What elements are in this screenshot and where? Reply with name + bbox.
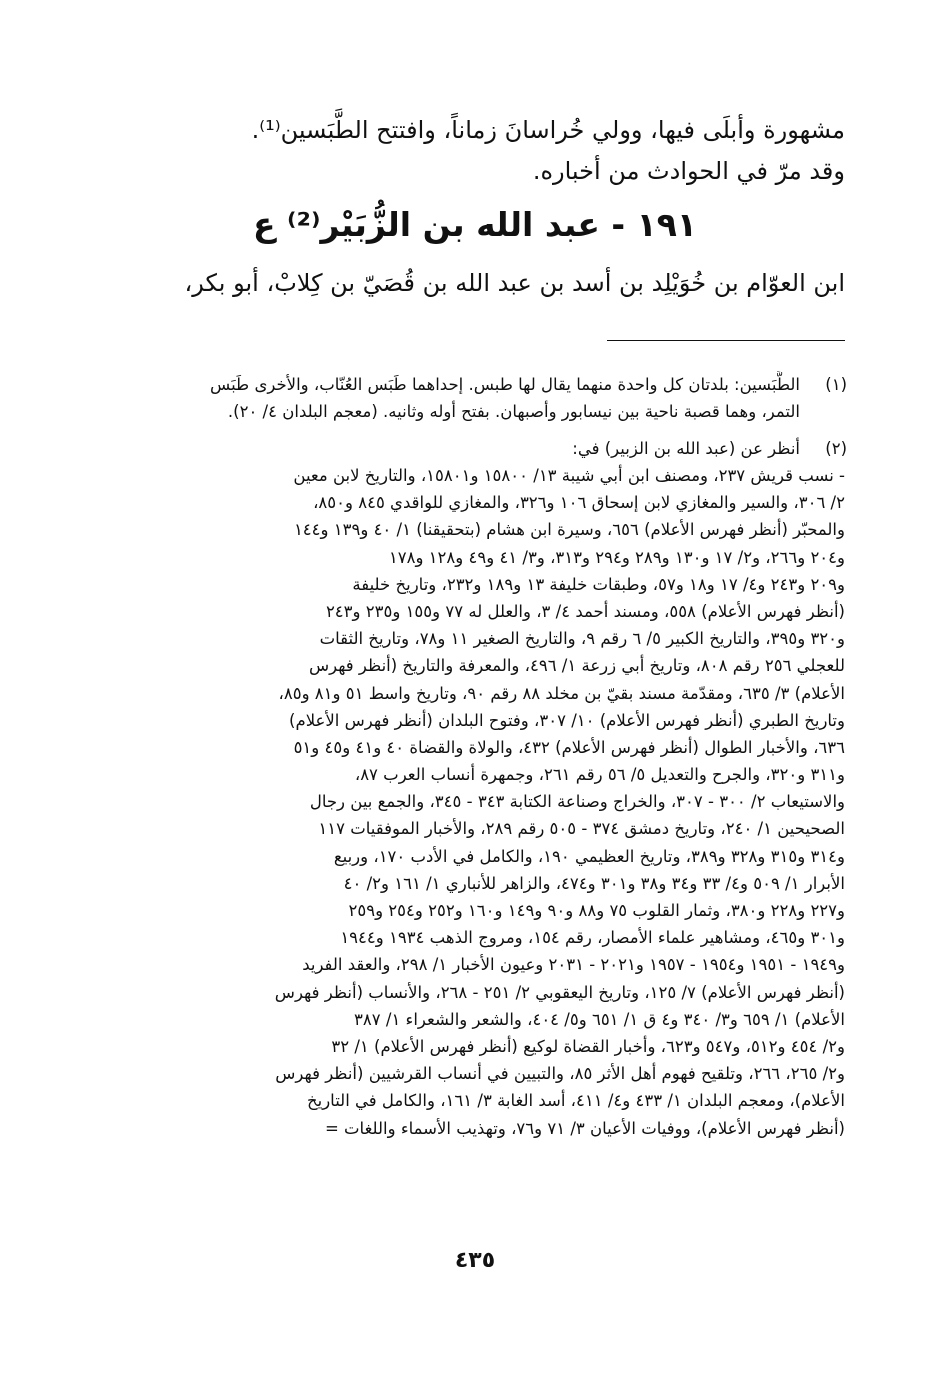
footnote-2-line: و١٩٤٩ - ١٩٥١ و١٩٥٤ - ١٩٥٧ و٢٠٢١ - ٢٠٣١ وعيون الأخبار ١/ ٢٩٨، والعقد الفريد [302, 955, 845, 975]
footnote-2-line: للعجلي ٢٥٦ رقم ٨٠٨، وتاريخ أبي زرعة ١/ ٤٩٦، والمعرفة والتاريخ (أنظر فهرس [308, 656, 845, 676]
footnote-2-line: و٢٠٤ و٢٦٦، و٢/ ١٧ و١٣٠ و٢٨٩ و٢٩٤ و٣١٣، و٣/ ٤١ و٤٩ و١٢٨ و١٧٨ [388, 547, 845, 567]
footnote-2-line: و٣١١ و٣٢٠، والجرح والتعديل ٥/ ٥٦ رقم ٢٦١، وجمهرة أنساب العرب ٨٧، [354, 765, 845, 785]
footnote-2-number: (٢) [825, 439, 847, 458]
footnote-2-line: و٢/ ٤٥٤ و٥١٢، و٥٤٧ و٦٢٣، وأخبار القضاة لوكيع (أنظر فهرس الأعلام) ١/ ٣٢ [331, 1036, 845, 1056]
footnote-2-line: الأبرار ١/ ٥٠٩ و٤/ ٣٣ و٣٤ و٣٨ و٣٠١ و٤٧٤، والزاهر للأنباري ١/ ١٦١ و٢/ ٤٠ [343, 873, 845, 893]
footnote-2-line: والمحبّر (أنظر فهرس الأعلام) ٦٥٦، وسيرة ابن هشام (بتحقيقنا) ١/ ٤٠ و١٣٩ و١٤٤ [293, 520, 845, 540]
entry-heading: ١٩١ - عبد الله بن الزُّبَيْر⁽²⁾ ع [252, 205, 698, 244]
footnote-1-number: (١) [825, 375, 847, 394]
footnote-2-line: و٢٠٩ و٢٤٣ و٤/ ١٧ و١٨ و٥٧، وطبقات خليفة ١٣ و١٨٩ و٢٣٢، وتاريخ خليفة [352, 574, 845, 594]
footnote-2-line: ٦٣٦، والأخبار الطوال (أنظر فهرس الأعلام) ٤٣٢، والولاة والقضاة ٤٠ و٤١ و٤٥ و٥١ [293, 737, 845, 757]
footnote-2-line: و٣١٤ و٣١٥ و٣٢٨ و٣٨٩، وتاريخ العظيمي ١٩٠، والكامل في الأدب ١٧٠، وربيع [333, 846, 845, 866]
footnote-2-line: والاستيعاب ٢/ ٣٠٠ - ٣٠٧، والخراج وصناعة الكتابة ٣٤٣ - ٣٤٥، والجمع بين رجال [309, 792, 845, 812]
footnote-1-line: الطَّبَسين: بلدتان كل واحدة منهما يقال لها طبس. إحداهما طَبَس العُنّاب، والأخرى طَبَس [210, 375, 800, 394]
footnote-2-line: وتاريخ الطبري (أنظر فهرس الأعلام) ١٠/ ٣٠٧، وفتوح البلدان (أنظر فهرس الأعلام) [289, 710, 845, 730]
footnote-2-line: و٣٠١ و٤٦٥، ومشاهير علماء الأمصار، رقم ١٥٤، ومروج الذهب ١٩٣٤ و١٩٤٤ [340, 928, 845, 948]
body-text-line-1: مشهورة وأبلَى فيها، وولي خُراسانَ زماناً، وافتتح الطَّبَسين⁽¹⁾. [251, 116, 845, 144]
footnote-2-line: - نسب قريش ٢٣٧، ومصنف ابن أبي شيبة ١٣/ ١٥٨٠٠ و١٥٨٠١، والتاريخ لابن معين [293, 466, 845, 485]
footnote-2-line: (أنظر فهرس الأعلام)، ووفيات الأعيان ٣/ ٧١ و٧٦، وتهذيب الأسماء واللغات = [324, 1118, 845, 1138]
footnote-2 [100, 435, 800, 462]
footnote-2-line: و٢/ ٢٦٥، ٢٦٦، وتلقيح فهوم أهل الأثر ٨٥، والتبيين في أنساب القرشيين (أنظر فهرس [275, 1064, 845, 1084]
footnote-2-line: الأعلام) ٣/ ٦٣٥، ومقدّمة مسند بقيّ بن مخلد ٨٨ رقم ٩٠، وتاريخ واسط ٥١ و٨١ و٨٥، [278, 683, 845, 703]
footnote-2-line: أنظر عن (عبد الله بن الزبير) في: [572, 439, 800, 458]
page-number: ٤٣٥ [454, 1248, 496, 1273]
footnote-2-line: و٣٢٠ و٣٩٥، والتاريخ الكبير ٥/ ٦ رقم ٩، والتاريخ الصغير ١١ و٧٨، وتاريخ الثقات [319, 629, 845, 649]
footnote-2-line: ٢/ ٣٠٦، والسير والمغازي لابن إسحاق ١٠٦ و٣٢٦، والمغازي للواقدي ٨٤٥ و٨٥٠، [313, 493, 845, 513]
footnote-separator [607, 340, 845, 341]
footnote-2-line: (أنظر فهرس الأعلام) ٥٥٨، ومسند أحمد ٤/ ٣، والعلل له ٧٧ و١٥٥ و٢٣٥ و٢٤٣ [325, 601, 845, 621]
footnote-1 [100, 371, 800, 425]
entry-lineage: ابن العوّام بن خُوَيْلِد بن أسد بن عبد الله بن قُصَيّ بن كِلابْ، أبو بكر، [184, 269, 845, 297]
footnote-2-line: الصحيحين ١/ ٢٤٠، وتاريخ دمشق ٣٧٤ - ٥٠٥ رقم ٢٨٩، والأخبار الموفقيات ١١٧ [318, 819, 845, 839]
footnote-2-line: (أنظر فهرس الأعلام) ٧/ ١٢٥، وتاريخ اليعقوبي ٢/ ٢٥١ - ٢٦٨، والأنساب (أنظر فهرس [274, 982, 845, 1002]
footnote-2-line: الأعلام)، ومعجم البلدان ١/ ٤٣٣ و٤/ ٤١١، أسد الغابة ٣/ ١٦١، والكامل في التاريخ [306, 1091, 845, 1111]
footnote-2-line [100, 1142, 845, 1169]
footnote-2-line: الأعلام) ١/ ٦٥٩ و٣/ ٣٤٠ و٤ ق ١/ ٦٥١ و٥/ ٤٠٤، والشعر والشعراء ١/ ٣٨٧ [354, 1009, 845, 1029]
body-text-line-2: وقد مرّ في الحوادث من أخباره. [532, 157, 845, 185]
footnote-2-sources [100, 462, 845, 1169]
footnote-2-line: و٢٢٧ و٢٢٨ و٣٨٠، وثمار القلوب ٧٥ و٨٨ و٩٠ و١٤٩ و١٦٠ و٢٥٢ و٢٥٤ و٢٥٩ [348, 901, 845, 920]
footnote-1-line: التمر، وهما قصبة ناحية بين نيسابور وأصبهان. بفتح أوله وثانيه. (معجم البلدان ٤/ ٢٠). [227, 402, 800, 422]
